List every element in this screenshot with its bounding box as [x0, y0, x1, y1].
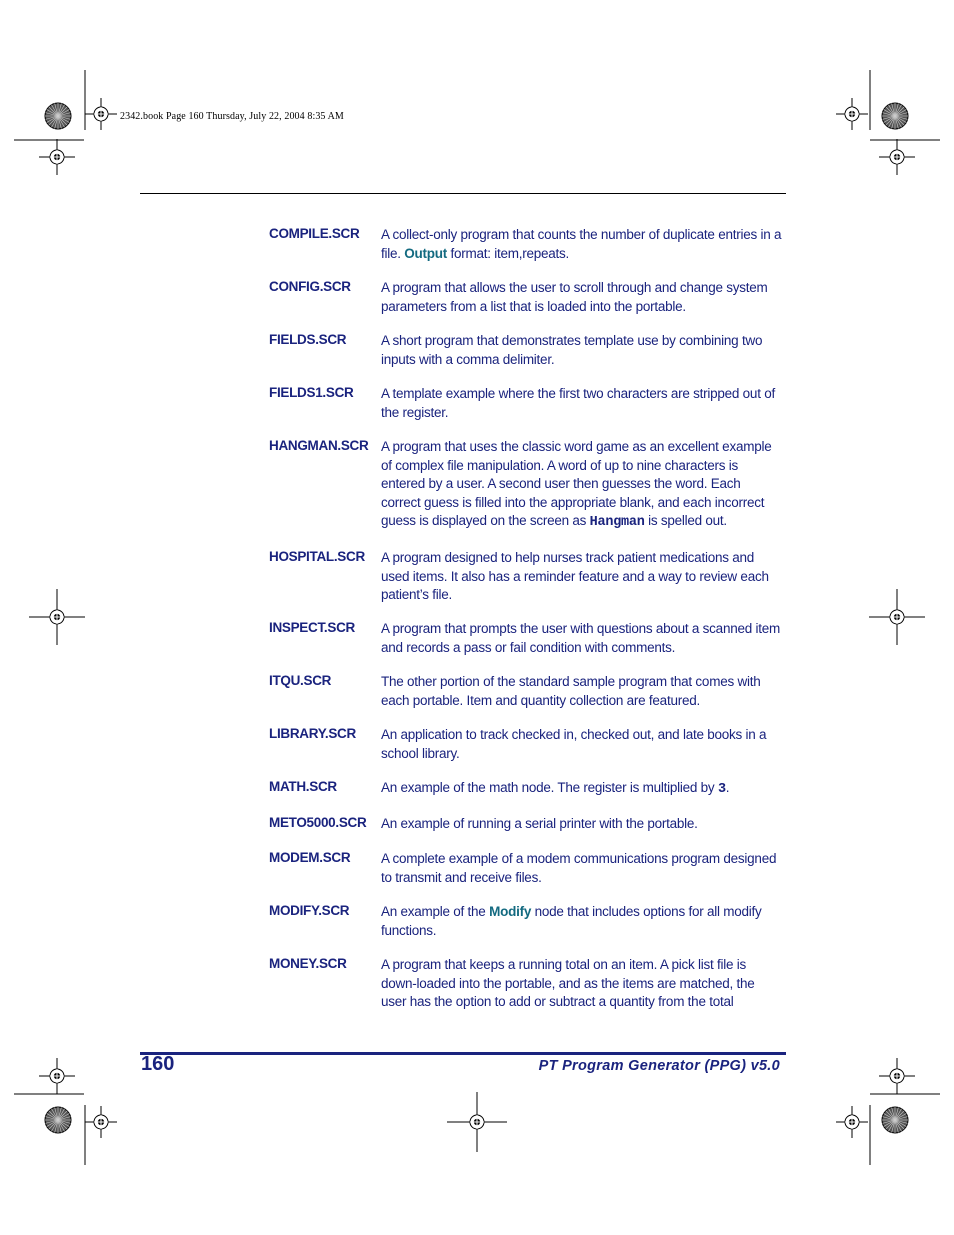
file-name: MONEY.SCR	[269, 956, 347, 971]
file-name: LIBRARY.SCR	[269, 726, 356, 741]
registration-crosshair-icon	[39, 139, 75, 175]
description-text: format: item,repeats.	[447, 245, 570, 261]
description-text: A collect-only program that counts the number of duplicate entries in a file.	[381, 227, 782, 261]
page-number: 160	[141, 1053, 175, 1075]
description-text: A program that keeps a running total on an item. A pick list file is down-loaded into the portable, and as the items are matched, the user has the option to add or subtract a quantity from the total	[381, 957, 755, 1010]
file-description	[381, 956, 783, 1012]
file-description	[381, 226, 783, 263]
registration-crosshair-icon	[879, 139, 915, 175]
file-name: HANGMAN.SCR	[269, 438, 369, 453]
description-text: A program that prompts the user with questions about a scanned item and records a pass or fail condition with comments.	[381, 621, 780, 655]
file-name: MODEM.SCR	[269, 850, 351, 865]
description-text: The other portion of the standard sample program that comes with each portable. Item and quantity collection are featured.	[381, 674, 761, 708]
description-text: A program designed to help nurses track patient medications and used items. It also has a reminder feature and a way to review each patient’s file.	[381, 550, 769, 603]
file-description	[381, 332, 783, 369]
file-name: HOSPITAL.SCR	[269, 549, 365, 564]
file-name: COMPILE.SCR	[269, 226, 360, 241]
file-description	[381, 726, 783, 763]
header-rule	[140, 193, 786, 194]
code-text: 3	[717, 782, 726, 797]
registration-crosshair-icon	[85, 1106, 117, 1138]
file-description	[381, 815, 783, 834]
description-text: A program that uses the classic word game as an excellent example of complex file manipulation. A word of up to nine characters is entered by a user. A second user then guesses the word. Each correct guess is filled into the appropriate blank, and each incorrect guess is displayed on the screen as	[381, 439, 772, 529]
registration-crosshair-icon	[836, 1106, 868, 1138]
registration-crosshair-icon	[879, 1058, 915, 1094]
description-text: A program that allows the user to scroll through and change system parameters from a list that is loaded into the portable.	[381, 280, 768, 314]
file-description	[381, 385, 783, 422]
code-text: Hangman	[589, 515, 645, 531]
footer-rule	[140, 1052, 786, 1055]
file-description	[381, 673, 783, 710]
registration-crosshair-icon	[836, 98, 868, 130]
description-text: An example of running a serial printer with the portable.	[381, 816, 698, 831]
file-description	[381, 279, 783, 316]
description-text: is spelled out.	[644, 513, 727, 529]
registration-crosshair-icon	[869, 589, 925, 645]
footer-title: PT Program Generator (PPG) v5.0	[538, 1058, 780, 1074]
description-text: A template example where the first two characters are stripped out of the register.	[381, 386, 775, 420]
node-keyword: Output	[404, 245, 447, 261]
registration-crosshair-icon	[39, 1058, 75, 1094]
node-keyword: Modify	[489, 904, 532, 919]
description-text: A complete example of a modem communications program designed to transmit and receive files.	[381, 851, 777, 885]
print-header-stamp: 2342.book Page 160 Thursday, July 22, 2004 8:35 AM	[120, 111, 344, 122]
file-name: FIELDS1.SCR	[269, 385, 354, 400]
description-text: An application to track checked in, checked out, and late books in a school library.	[381, 727, 767, 761]
description-text: An example of the math node. The register is multiplied by	[381, 780, 718, 795]
description-text: .	[725, 780, 730, 795]
file-description	[381, 779, 783, 800]
description-text: A short program that demonstrates template use by combining two inputs with a comma delimiter.	[381, 333, 763, 367]
file-name: ITQU.SCR	[269, 673, 332, 688]
file-name: MATH.SCR	[269, 779, 337, 794]
file-description	[381, 903, 783, 940]
file-name: CONFIG.SCR	[269, 279, 351, 294]
registration-starburst-icon	[882, 1107, 908, 1133]
file-name: INSPECT.SCR	[269, 620, 355, 635]
registration-starburst-icon	[882, 103, 908, 129]
description-text: node that includes options for all modify functions.	[381, 904, 762, 938]
file-name: METO5000.SCR	[269, 815, 367, 830]
file-description	[381, 620, 783, 657]
registration-starburst-icon	[45, 1107, 71, 1133]
file-description	[381, 438, 783, 533]
registration-crosshair-icon	[85, 98, 117, 130]
registration-starburst-icon	[45, 103, 71, 129]
registration-crosshair-icon	[447, 1092, 507, 1152]
file-name: FIELDS.SCR	[269, 332, 347, 347]
file-description	[381, 850, 783, 887]
file-name: MODIFY.SCR	[269, 903, 350, 918]
registration-crosshair-icon	[29, 589, 85, 645]
file-description	[381, 549, 783, 605]
description-text: An example of the	[381, 904, 490, 919]
